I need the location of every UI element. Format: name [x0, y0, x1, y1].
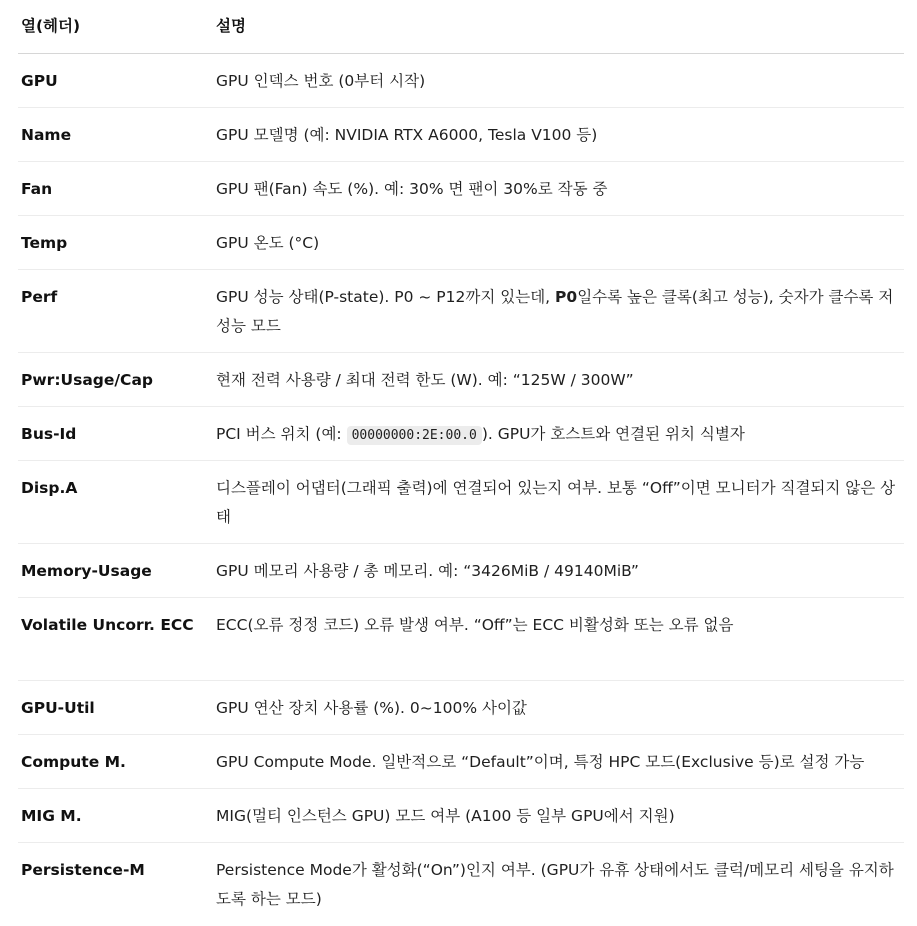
row-name: MIG M. [21, 807, 82, 825]
table-row [18, 54, 904, 108]
table-row [18, 461, 904, 544]
row-description: 디스플레이 어댑터(그래픽 출력)에 연결되어 있는지 여부. 보통 “Off”이면 모니터가 직결되지 않은 상태 [216, 479, 896, 526]
row-description-part: GPU 성능 상태(P-state). P0 ~ P12까지 있는데, [216, 288, 556, 306]
row-description: GPU 모델명 (예: NVIDIA RTX A6000, Tesla V100 등) [216, 126, 598, 144]
gpu-columns-table [18, 0, 904, 926]
table-header-row [18, 0, 904, 54]
inline-code: 00000000:2E:00.0 [347, 426, 482, 445]
row-description-part: PCI 버스 위치 (예: [216, 425, 347, 443]
table-row [18, 270, 904, 353]
table-row [18, 162, 904, 216]
row-description-emphasis: P0 [555, 288, 578, 306]
row-name: Persistence-M [21, 861, 145, 879]
row-name: Fan [21, 180, 53, 198]
row-description: GPU 팬(Fan) 속도 (%). 예: 30% 면 팬이 30%로 작동 중 [216, 180, 608, 198]
row-name: Compute M. [21, 753, 126, 771]
row-name: Temp [21, 234, 68, 252]
row-name: Memory-Usage [21, 562, 152, 580]
header-column-name: 열(헤더) [21, 17, 81, 35]
row-description: GPU 인덱스 번호 (0부터 시작) [216, 72, 426, 90]
table-row [18, 353, 904, 407]
row-name: Perf [21, 288, 58, 306]
table-row [18, 544, 904, 598]
row-description: 현재 전력 사용량 / 최대 전력 한도 (W). 예: “125W / 300W” [216, 371, 634, 389]
row-description: ECC(오류 정정 코드) 오류 발생 여부. “Off”는 ECC 비활성화 또는 오류 없음 [216, 616, 734, 634]
row-description: MIG(멀티 인스턴스 GPU) 모드 여부 (A100 등 일부 GPU에서 지원) [216, 807, 675, 825]
header-column-description: 설명 [216, 17, 246, 35]
table-row [18, 843, 904, 926]
table-row [18, 735, 904, 789]
table-row [18, 789, 904, 843]
table-row [18, 108, 904, 162]
row-description-part: 일수록 높은 클록(최고 성능), 숫자가 클수록 저성능 모드 [216, 288, 894, 335]
row-description [216, 283, 904, 341]
row-description-part: ). GPU가 호스트와 연결된 위치 식별자 [481, 425, 745, 443]
row-description: GPU Compute Mode. 일반적으로 “Default”이며, 특정 HPC 모드(Exclusive 등)로 설정 가능 [216, 753, 865, 771]
row-name: Name [21, 126, 72, 144]
row-description: Persistence Mode가 활성화(“On”)인지 여부. (GPU가 유휴 상태에서도 클럭/메모리 세팅을 유지하도록 하는 모드) [216, 861, 894, 908]
row-name: Pwr:Usage/Cap [21, 371, 153, 389]
row-name: GPU-Util [21, 699, 95, 717]
table-row [18, 216, 904, 270]
row-name: Bus-Id [21, 425, 77, 443]
row-name: GPU [21, 72, 58, 90]
table-row [18, 598, 904, 681]
row-name: Disp.A [21, 479, 78, 497]
row-description: GPU 온도 (°C) [216, 234, 320, 252]
row-description [216, 420, 904, 450]
table-row [18, 407, 904, 461]
table-row [18, 681, 904, 735]
row-description: GPU 연산 장치 사용률 (%). 0~100% 사이값 [216, 699, 527, 717]
row-name: Volatile Uncorr. ECC [21, 616, 194, 634]
row-description: GPU 메모리 사용량 / 총 메모리. 예: “3426MiB / 49140MiB” [216, 562, 639, 580]
